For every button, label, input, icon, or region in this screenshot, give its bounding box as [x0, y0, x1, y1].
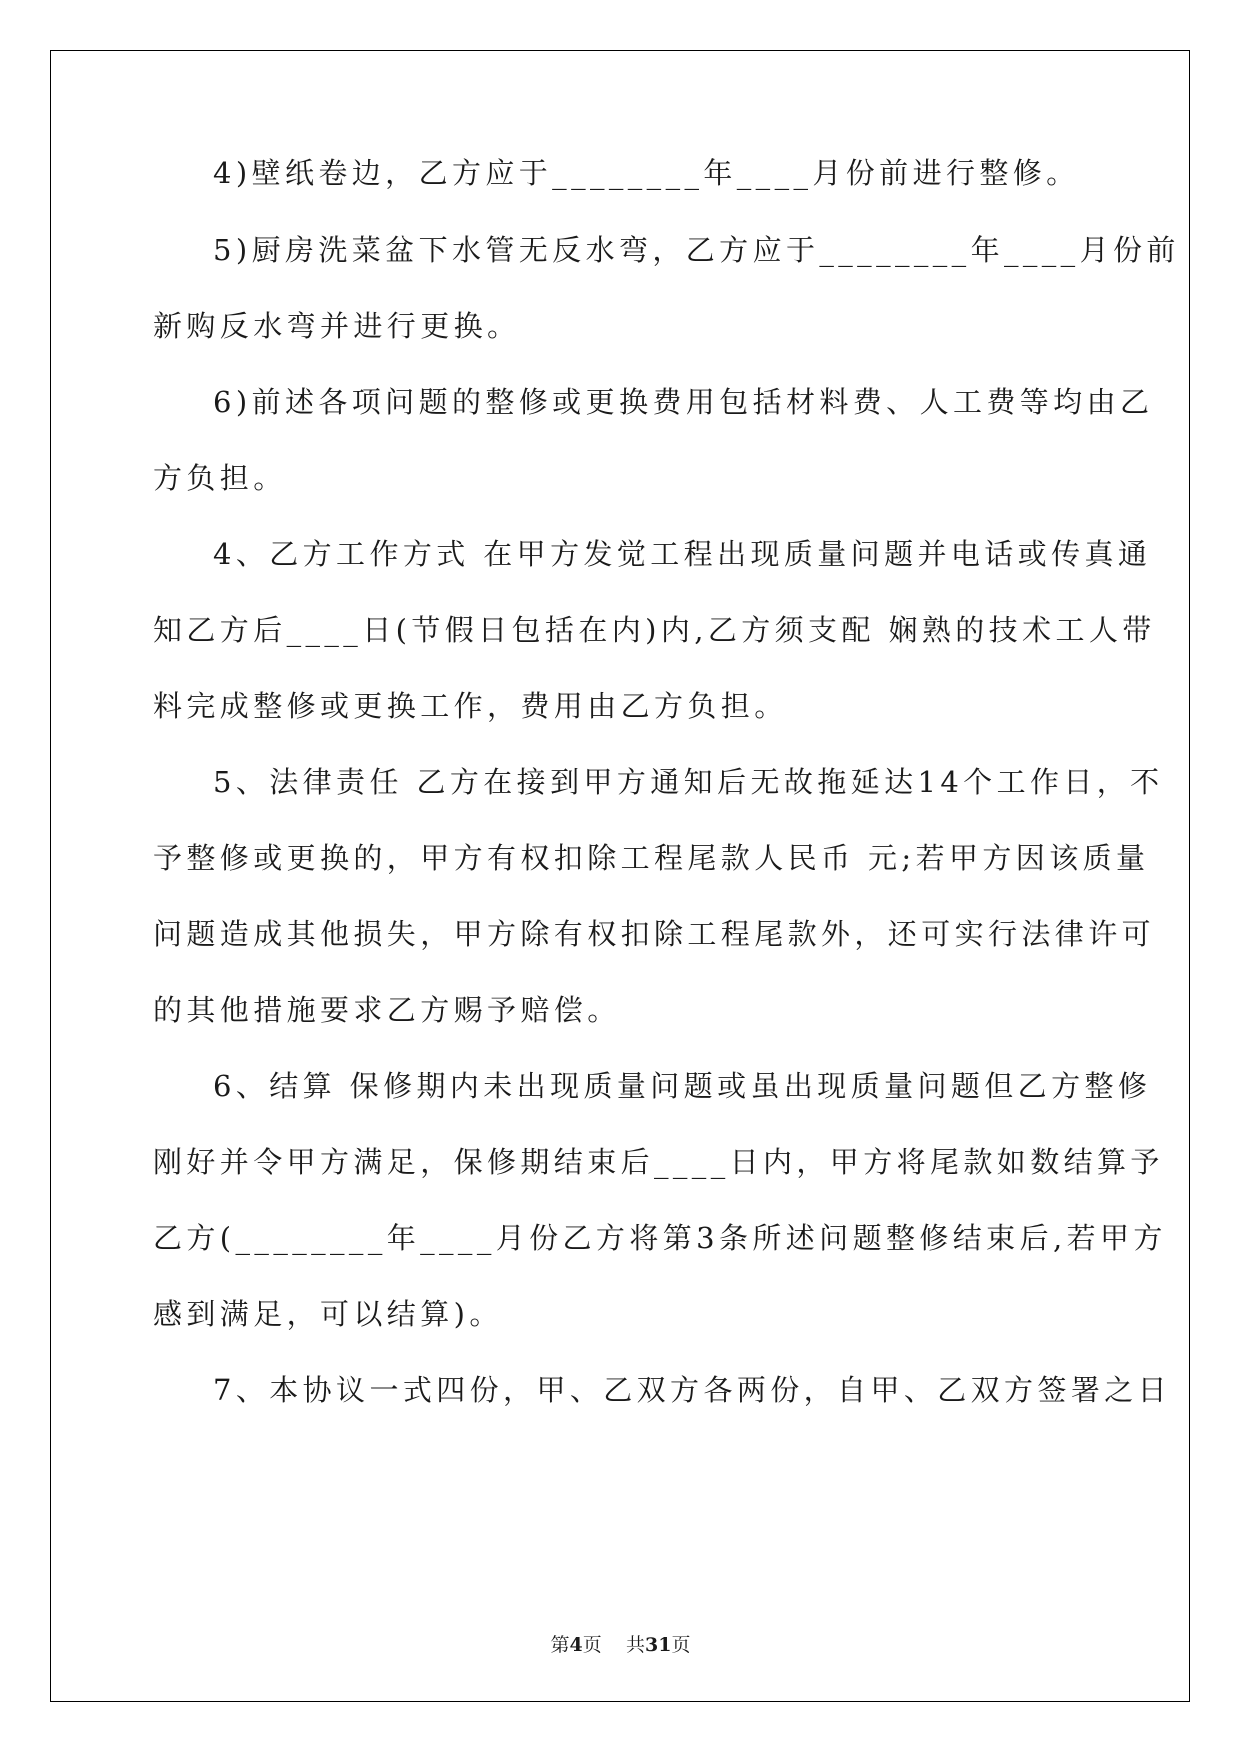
paragraph-line-17: 7、本协议一式四份，甲、乙双方各两份，自甲、乙双方签署之日 [213, 1373, 1172, 1407]
paragraph-line-2: 5)厨房洗菜盆下水管无反水弯，乙方应于________年____月份前 [213, 233, 1180, 267]
paragraph-line-4: 6)前述各项问题的整修或更换费用包括材料费、人工费等均由乙 [213, 385, 1154, 419]
paragraph-line-5: 方负担。 [153, 461, 287, 495]
page-number: 4 [569, 1634, 583, 1656]
paragraph-line-6: 4、乙方工作方式 在甲方发觉工程出现质量问题并电话或传真通 [213, 537, 1152, 571]
total-prefix: 共 [625, 1634, 645, 1656]
paragraph-line-3: 新购反水弯并进行更换。 [153, 309, 521, 343]
paragraph-line-8: 料完成整修或更换工作，费用由乙方负担。 [153, 689, 788, 723]
paragraph-line-9: 5、法律责任 乙方在接到甲方通知后无故拖延达14个工作日，不 [213, 765, 1164, 799]
paragraph-line-11: 问题造成其他损失，甲方除有权扣除工程尾款外，还可实行法律许可 [153, 917, 1156, 951]
paragraph-line-12: 的其他措施要求乙方赐予赔偿。 [153, 993, 621, 1027]
paragraph-line-10: 予整修或更换的，甲方有权扣除工程尾款人民币 元;若甲方因该质量 [153, 841, 1150, 875]
paragraph-line-7: 知乙方后____日(节假日包括在内)内,乙方须支配 娴熟的技术工人带 [153, 613, 1156, 647]
paragraph-line-1: 4)壁纸卷边，乙方应于________年____月份前进行整修。 [213, 156, 1080, 190]
page-suffix: 页 [582, 1634, 602, 1656]
total-suffix: 页 [671, 1634, 691, 1656]
paragraph-line-14: 刚好并令甲方满足，保修期结束后____日内，甲方将尾款如数结算予 [153, 1145, 1164, 1179]
page-footer [0, 1630, 1241, 1657]
paragraph-line-16: 感到满足，可以结算)。 [153, 1297, 503, 1331]
page-border [50, 50, 1190, 1702]
paragraph-line-13: 6、结算 保修期内未出现质量问题或虽出现质量问题但乙方整修 [213, 1069, 1152, 1103]
paragraph-line-15: 乙方(________年____月份乙方将第3条所述问题整修结束后,若甲方 [153, 1221, 1167, 1255]
total-pages: 31 [644, 1634, 672, 1656]
page-prefix: 第 [550, 1634, 570, 1656]
